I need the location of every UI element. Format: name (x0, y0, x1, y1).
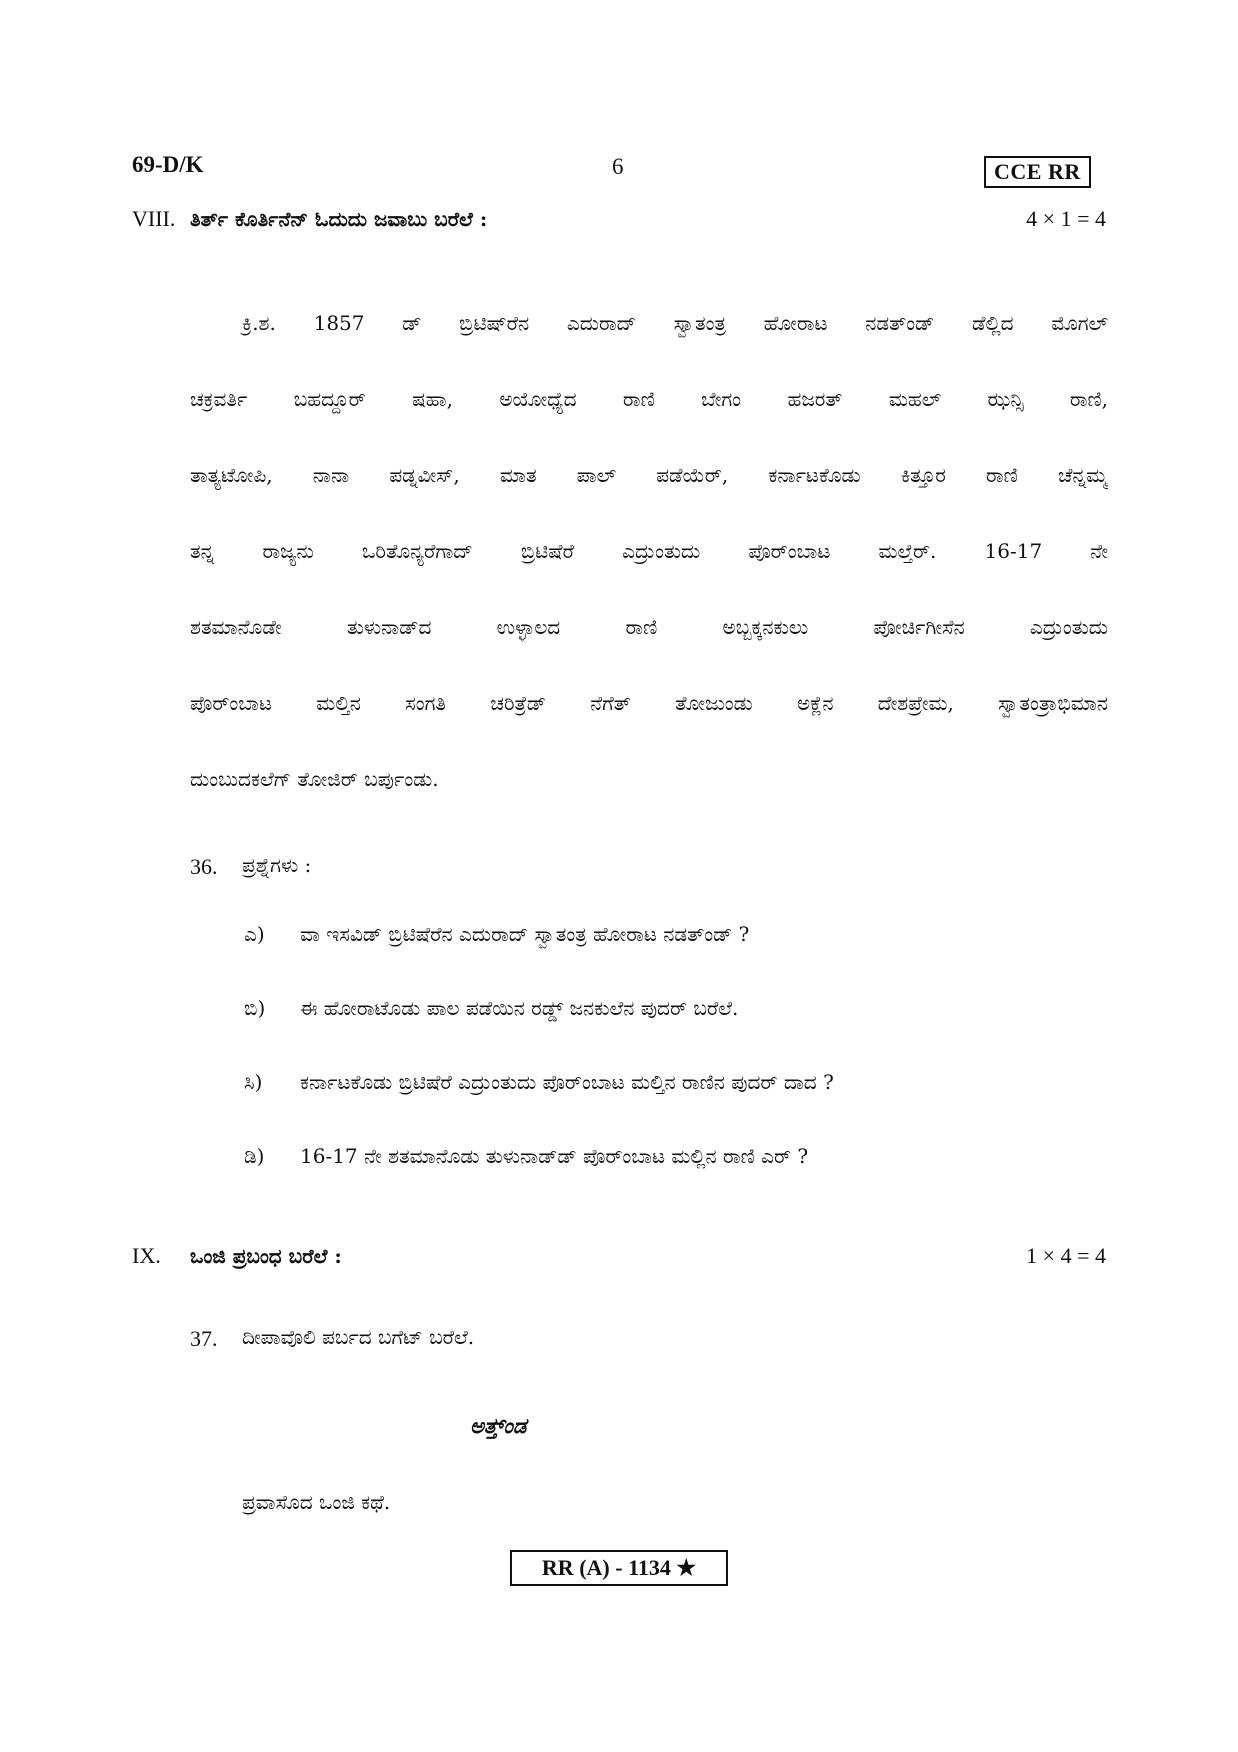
sub-question-letter: ಸಿ) (244, 1070, 263, 1094)
sub-question-letter: ಡಿ) (244, 1144, 265, 1168)
sub-question-text: ಕರ್ನಾಟಕೊಡು ಬ್ರಿಟಿಷೆರೆ ಎದ್ರುಂತುದು ಪೊರ್ಂಬಾಟ ಮಲ್ತಿನ ರಾಣಿನ ಪುದರ್ ದಾದ ? (300, 1070, 834, 1094)
passage-line: ಕ್ರಿ.ಶ. 1857 ಡ್ ಬ್ರಿಟಿಷ್‌ರೆನ ಎದುರಾದ್ ಸ್ವಾತಂತ್ರ ಹೋರಾಟ ನಡತ್‌ಂಡ್ ಡೆಲ್ಲಿದ ಮೊಗಲ್ (242, 311, 1108, 335)
alternative-question-text: ಪ್ರವಾಸೊದ ಒಂಜಿ ಕಥೆ. (242, 1490, 391, 1514)
sub-question-text: ವಾ ಇಸವಿಡ್ ಬ್ರಿಟಿಷೆರೆನ ಎದುರಾದ್ ಸ್ವಾತಂತ್ರ ಹೋರಾಟ ನಡತ್‌ಂಡ್ ? (300, 922, 750, 946)
series-box: CCE RR (984, 156, 1091, 188)
page-number: 6 (612, 154, 624, 179)
section-title: ಒಂಜಿ ಪ್ರಬಂಧ ಬರೆಲೆ : (190, 1244, 342, 1268)
sub-question-letter: ಬಿ) (244, 996, 266, 1020)
passage-line: ದುಂಬುದಕಲೆಗ್ ತೋಜಿರ್ ಬರ್ಪುಂಡು. (190, 767, 439, 791)
passage (190, 285, 1108, 817)
section-number: VIII. (132, 206, 176, 231)
question-label: ಪ್ರಶ್ನೆಗಳು : (242, 853, 312, 877)
sub-question-text: 16-17 ನೇ ಶತಮಾನೊಡು ತುಳುನಾಡ್‌ಡ್ ಪೊರ್ಂಬಾಟ ಮಲ್ಲಿನ ರಾಣಿ ಎರ್ ? (300, 1144, 809, 1168)
section-marks: 1 × 4 = 4 (1026, 1243, 1106, 1268)
sub-question-text: ಈ ಹೋರಾಟೊಡು ಪಾಲ ಪಡೆಯಿನ ರಡ್ಡ್ ಜನಕುಲೆನ ಪುದರ್ ಬರೆಲೆ. (300, 996, 739, 1020)
section-title: ತಿರ್ತ್ ಕೊರ್ತಿನೆನ್ ಓದುದು ಜವಾಬು ಬರೆಲೆ : (190, 207, 488, 231)
sub-question-letter: ಎ) (244, 922, 265, 946)
passage-line: ಚಕ್ರವರ್ತಿ ಬಹದ್ದೂರ್ ಷಹಾ, ಅಯೋಧ್ಯೆದ ರಾಣಿ ಬೇಗಂ ಹಜರತ್ ಮಹಲ್ ಝನ್ಸಿ ರಾಣಿ, (190, 387, 1108, 411)
paper-code: 69-D/K (132, 152, 204, 177)
footer-code-box: RR (A) - 1134 ★ (510, 1550, 728, 1586)
question-number: 37. (190, 1326, 218, 1351)
section-marks: 4 × 1 = 4 (1026, 206, 1106, 231)
passage-line: ಪೊರ್ಂಬಾಟ ಮಲ್ತಿನ ಸಂಗತಿ ಚರಿತ್ರೆಡ್ ನೆಗೆತ್ ತೋಜುಂಡು ಅಕ್ಲೆನ ದೇಶಪ್ರೇಮ, ಸ್ವಾತಂತ್ರಾಭಿಮಾನ (190, 691, 1108, 715)
question-number: 36. (190, 854, 218, 879)
section-number: IX. (132, 1243, 161, 1268)
passage-line: ತಾತ್ಯಟೋಪಿ, ನಾನಾ ಪಡ್ನವೀಸ್, ಮಾತ ಪಾಲ್ ಪಡೆಯೆರ್, ಕರ್ನಾಟಕೊಡು ಕಿತ್ತೂರ ರಾಣಿ ಚೆನ್ನಮ್ಮ (190, 463, 1108, 487)
passage-line: ಶತಮಾನೊಡೇ ತುಳುನಾಡ್‌ದ ಉಳ್ಳಾಲದ ರಾಣಿ ಅಬ್ಬಕ್ಕನಕುಲು ಪೋರ್ಚಿಗೀಸೆನ ಎದ್ರುಂತುದು (190, 615, 1108, 639)
question-text: ದೀಪಾವೊಲಿ ಪರ್ಬದ ಬಗೆಟ್ ಬರೆಲೆ. (242, 1325, 475, 1349)
passage-line: ತನ್ನ ರಾಜ್ಯನು ಒರಿತೊನ್ಯರೆಗಾದ್ ಬ್ರಿಟಿಷೆರೆ ಎದ್ರುಂತುದು ಪೊರ್ಂಬಾಟ ಮಲ್ತೆರ್. 16-17 ನೇ (190, 539, 1108, 563)
alternative-label: ಅತ್ತ್‌ಂಡ (470, 1413, 527, 1438)
